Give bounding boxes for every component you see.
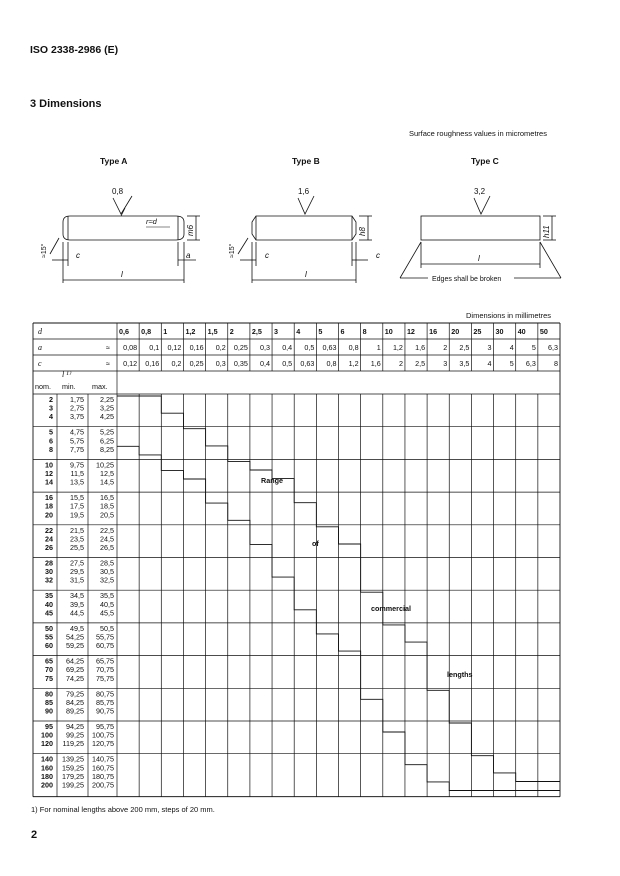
- cell-a: 0,25: [233, 343, 248, 352]
- cell-c: 4: [487, 359, 492, 368]
- cell-c: 1,6: [370, 359, 381, 368]
- max-length: 65,75: [96, 656, 114, 666]
- cell-d: 20: [451, 327, 460, 336]
- cell-a: 0,08: [123, 343, 138, 352]
- cell-c: 0,12: [123, 359, 138, 368]
- type-a-a-label: a: [186, 251, 191, 260]
- cell-a: 5: [531, 343, 536, 352]
- cell-a: 1,6: [415, 343, 426, 352]
- cell-d: 8: [362, 327, 367, 336]
- cell-a: 0,3: [260, 343, 271, 352]
- max-length: 30,5: [100, 567, 114, 577]
- nominal-length: 16: [45, 493, 53, 503]
- nom-header: nom.: [35, 382, 51, 391]
- cell-a: 1: [376, 343, 381, 352]
- nominal-length: 180: [41, 771, 53, 781]
- cell-d: 2: [229, 327, 234, 336]
- min-length: 44,5: [70, 608, 84, 618]
- cell-d: 6: [340, 327, 345, 336]
- section-title: 3 Dimensions: [30, 98, 102, 110]
- min-length: 9,75: [70, 460, 84, 470]
- nominal-length: 70: [45, 665, 53, 675]
- nominal-length: 6: [49, 436, 53, 446]
- nominal-length: 28: [45, 558, 53, 568]
- nominal-length: 8: [49, 444, 53, 454]
- cell-d: 40: [517, 327, 526, 336]
- nominal-length: 65: [45, 656, 53, 666]
- nominal-length: 10: [45, 460, 53, 470]
- cell-d: 25: [473, 327, 482, 336]
- cell-c: 0,63: [300, 359, 315, 368]
- nominal-length: 200: [41, 780, 53, 790]
- type-a-roughness: 0,8: [112, 187, 124, 196]
- cell-c: 5: [509, 359, 514, 368]
- cell-a: 0,4: [282, 343, 293, 352]
- type-b-c-right-label: c: [376, 251, 380, 260]
- nominal-length: 22: [45, 525, 53, 535]
- max-length: 55,75: [96, 632, 114, 642]
- cell-a: 3: [487, 343, 492, 352]
- cell-d: 4: [296, 327, 301, 336]
- max-length: 70,75: [96, 665, 114, 675]
- type-a-tolerance: m6: [186, 224, 195, 236]
- max-length: 40,5: [100, 599, 114, 609]
- max-length: 2,25: [100, 395, 114, 404]
- max-length: 20,5: [100, 510, 114, 520]
- approx-sign-c: ≈: [106, 359, 110, 368]
- min-length: 4,75: [70, 427, 84, 437]
- type-b-title: Type B: [292, 156, 320, 166]
- cell-a: 0,5: [304, 343, 315, 352]
- max-length: 160,75: [92, 763, 114, 773]
- nominal-length: 85: [45, 697, 53, 707]
- nominal-length: 75: [45, 673, 53, 683]
- cell-c: 0,2: [171, 359, 182, 368]
- nominal-length: 26: [45, 543, 53, 552]
- min-length: 79,25: [66, 689, 84, 699]
- max-length: 16,5: [100, 493, 114, 503]
- type-c-edges-note: Edges shall be broken: [432, 276, 502, 283]
- min-length: 99,25: [66, 730, 84, 740]
- max-length: 6,25: [100, 436, 114, 446]
- cell-d: 1,2: [185, 327, 196, 336]
- type-c-title: Type C: [471, 156, 499, 166]
- max-length: 90,75: [96, 706, 114, 716]
- cell-c: 0,25: [189, 359, 204, 368]
- type-a-c-label: c: [76, 251, 80, 260]
- min-length: 89,25: [66, 706, 84, 716]
- max-length: 26,5: [100, 543, 114, 552]
- nominal-length: 55: [45, 632, 53, 642]
- page-number: 2: [31, 829, 38, 841]
- cell-c: 6,3: [525, 359, 536, 368]
- max-length: 140,75: [92, 754, 114, 764]
- max-length: 120,75: [92, 739, 114, 749]
- type-c-roughness: 3,2: [474, 187, 486, 196]
- min-length: 19,5: [70, 510, 84, 520]
- nominal-length: 2: [49, 395, 53, 404]
- range-label: of: [312, 539, 319, 548]
- cell-d: 50: [539, 327, 548, 336]
- cell-d: 0,8: [141, 327, 152, 336]
- type-c-tolerance: h11: [542, 225, 551, 238]
- cell-d: 1,5: [207, 327, 218, 336]
- type-a-l-label: l: [121, 270, 123, 279]
- min-length: 7,75: [70, 444, 84, 454]
- cell-c: 0,35: [233, 359, 248, 368]
- min-length: 23,5: [70, 534, 84, 544]
- min-length: 5,75: [70, 436, 84, 446]
- max-length: 5,25: [100, 427, 114, 437]
- max-length: 24,5: [100, 534, 114, 544]
- nominal-length: 80: [45, 689, 53, 699]
- min-length: 139,25: [62, 754, 84, 764]
- nominal-length: 24: [45, 534, 53, 544]
- nominal-length: 160: [41, 763, 53, 773]
- type-b-angle: ≈15°: [229, 243, 236, 258]
- cell-a: 0,2: [215, 343, 226, 352]
- range-label: Range: [261, 476, 283, 485]
- max-length: 85,75: [96, 697, 114, 707]
- min-length: 34,5: [70, 591, 84, 601]
- cell-d: 30: [495, 327, 504, 336]
- nominal-length: 120: [41, 739, 53, 749]
- cell-a: 2: [443, 343, 448, 352]
- footnote: 1) For nominal lengths above 200 mm, steps of 20 mm.: [31, 805, 215, 814]
- max-length: 180,75: [92, 771, 114, 781]
- min-header: min.: [62, 382, 76, 391]
- max-length: 60,75: [96, 641, 114, 651]
- max-length: 18,5: [100, 501, 114, 511]
- cell-a: 0,12: [167, 343, 182, 352]
- cell-c: 2: [398, 359, 403, 368]
- label-d: d: [38, 327, 42, 336]
- max-length: 50,5: [100, 623, 114, 633]
- cell-c: 2,5: [415, 359, 426, 368]
- max-length: 32,5: [100, 575, 114, 585]
- nominal-length: 14: [45, 477, 53, 487]
- nominal-length: 32: [45, 575, 53, 585]
- nominal-length: 30: [45, 567, 53, 577]
- min-length: 39,5: [70, 599, 84, 609]
- max-length: 75,75: [96, 673, 114, 683]
- nominal-length: 35: [45, 591, 53, 601]
- max-length: 35,5: [100, 591, 114, 601]
- cell-c: 0,4: [260, 359, 271, 368]
- cell-c: 0,8: [326, 359, 337, 368]
- nominal-length: 40: [45, 599, 53, 609]
- min-length: 199,25: [62, 780, 84, 790]
- nominal-length: 100: [41, 730, 53, 740]
- nominal-length: 18: [45, 501, 53, 511]
- label-a: a: [38, 343, 42, 352]
- min-length: 74,25: [66, 673, 84, 683]
- cell-c: 3,5: [459, 359, 470, 368]
- cell-d: 12: [406, 327, 415, 336]
- cell-d: 1: [163, 327, 168, 336]
- max-length: 12,5: [100, 469, 114, 478]
- cell-d: 5: [318, 327, 323, 336]
- nominal-length: 3: [49, 403, 53, 413]
- cell-c: 0,5: [282, 359, 293, 368]
- min-length: 25,5: [70, 543, 84, 552]
- type-a-title: Type A: [100, 156, 128, 166]
- max-length: 14,5: [100, 477, 114, 487]
- max-length: 8,25: [100, 444, 114, 454]
- cell-c: 1,2: [348, 359, 359, 368]
- cell-c: 3: [443, 359, 448, 368]
- min-length: 31,5: [70, 575, 84, 585]
- cell-a: 1,2: [392, 343, 403, 352]
- type-a-radius: r≈d: [146, 217, 157, 226]
- type-b-l-label: l: [305, 270, 307, 279]
- min-length: 84,25: [66, 697, 84, 707]
- nominal-length: 45: [45, 608, 53, 618]
- min-length: 179,25: [62, 771, 84, 781]
- nominal-length: 60: [45, 641, 53, 651]
- l-header: l ¹⁾: [62, 370, 71, 379]
- min-length: 54,25: [66, 632, 84, 642]
- cell-a: 0,16: [189, 343, 204, 352]
- type-b-c-left-label: c: [265, 251, 269, 260]
- cell-a: 6,3: [548, 343, 558, 352]
- label-c: c: [38, 359, 42, 368]
- min-length: 21,5: [70, 525, 84, 535]
- min-length: 59,25: [66, 641, 84, 651]
- max-length: 3,25: [100, 403, 114, 413]
- type-a-angle: ≈15°: [41, 243, 48, 258]
- nominal-length: 50: [45, 623, 53, 633]
- cell-d: 2,5: [251, 327, 262, 336]
- min-length: 49,5: [70, 623, 84, 633]
- max-length: 4,25: [100, 412, 114, 422]
- cell-c: 8: [554, 359, 558, 368]
- cell-d: 10: [384, 327, 393, 336]
- nominal-length: 4: [49, 412, 53, 422]
- cell-d: 3: [274, 327, 279, 336]
- nominal-length: 20: [45, 510, 53, 520]
- nominal-length: 5: [49, 427, 53, 437]
- min-length: 29,5: [70, 567, 84, 577]
- min-length: 27,5: [70, 558, 84, 568]
- max-length: 10,25: [96, 460, 114, 470]
- min-length: 119,25: [62, 739, 84, 749]
- dimensions-note: Dimensions in millimetres: [466, 311, 552, 320]
- document-id: ISO 2338-2986 (E): [30, 44, 119, 56]
- max-length: 22,5: [100, 525, 114, 535]
- nominal-length: 95: [45, 722, 53, 731]
- min-length: 64,25: [66, 656, 84, 666]
- cell-a: 0,1: [149, 343, 160, 352]
- type-c-l-label: l: [478, 254, 480, 263]
- min-length: 17,5: [70, 501, 84, 511]
- cell-a: 2,5: [459, 343, 470, 352]
- cell-c: 0,3: [215, 359, 226, 368]
- cell-d: 16: [429, 327, 438, 336]
- min-length: 15,5: [70, 493, 84, 503]
- min-length: 1,75: [70, 395, 84, 404]
- nominal-length: 12: [45, 469, 53, 478]
- max-length: 28,5: [100, 558, 114, 568]
- min-length: 2,75: [70, 403, 84, 413]
- cell-d: 0,6: [119, 327, 129, 336]
- min-length: 3,75: [70, 412, 84, 422]
- max-length: 45,5: [100, 608, 114, 618]
- min-length: 69,25: [66, 665, 84, 675]
- min-length: 11,5: [70, 469, 84, 478]
- type-b-roughness: 1,6: [298, 187, 310, 196]
- min-length: 94,25: [66, 722, 84, 731]
- approx-sign-a: ≈: [106, 343, 110, 352]
- cell-a: 0,63: [322, 343, 337, 352]
- type-b-tolerance: h8: [358, 227, 367, 236]
- min-length: 13,5: [70, 477, 84, 487]
- min-length: 159,25: [62, 763, 84, 773]
- max-length: 95,75: [96, 722, 114, 731]
- cell-c: 0,16: [145, 359, 160, 368]
- cell-a: 0,8: [348, 343, 359, 352]
- nominal-length: 90: [45, 706, 53, 716]
- max-length: 100,75: [92, 730, 114, 740]
- max-length: 80,75: [96, 689, 114, 699]
- cell-a: 4: [509, 343, 514, 352]
- max-header: max.: [92, 382, 108, 391]
- nominal-length: 140: [41, 754, 53, 764]
- max-length: 200,75: [92, 780, 114, 790]
- range-label: commercial: [371, 604, 411, 613]
- roughness-note: Surface roughness values in micrometres: [409, 129, 547, 138]
- range-label: lengths: [447, 670, 473, 679]
